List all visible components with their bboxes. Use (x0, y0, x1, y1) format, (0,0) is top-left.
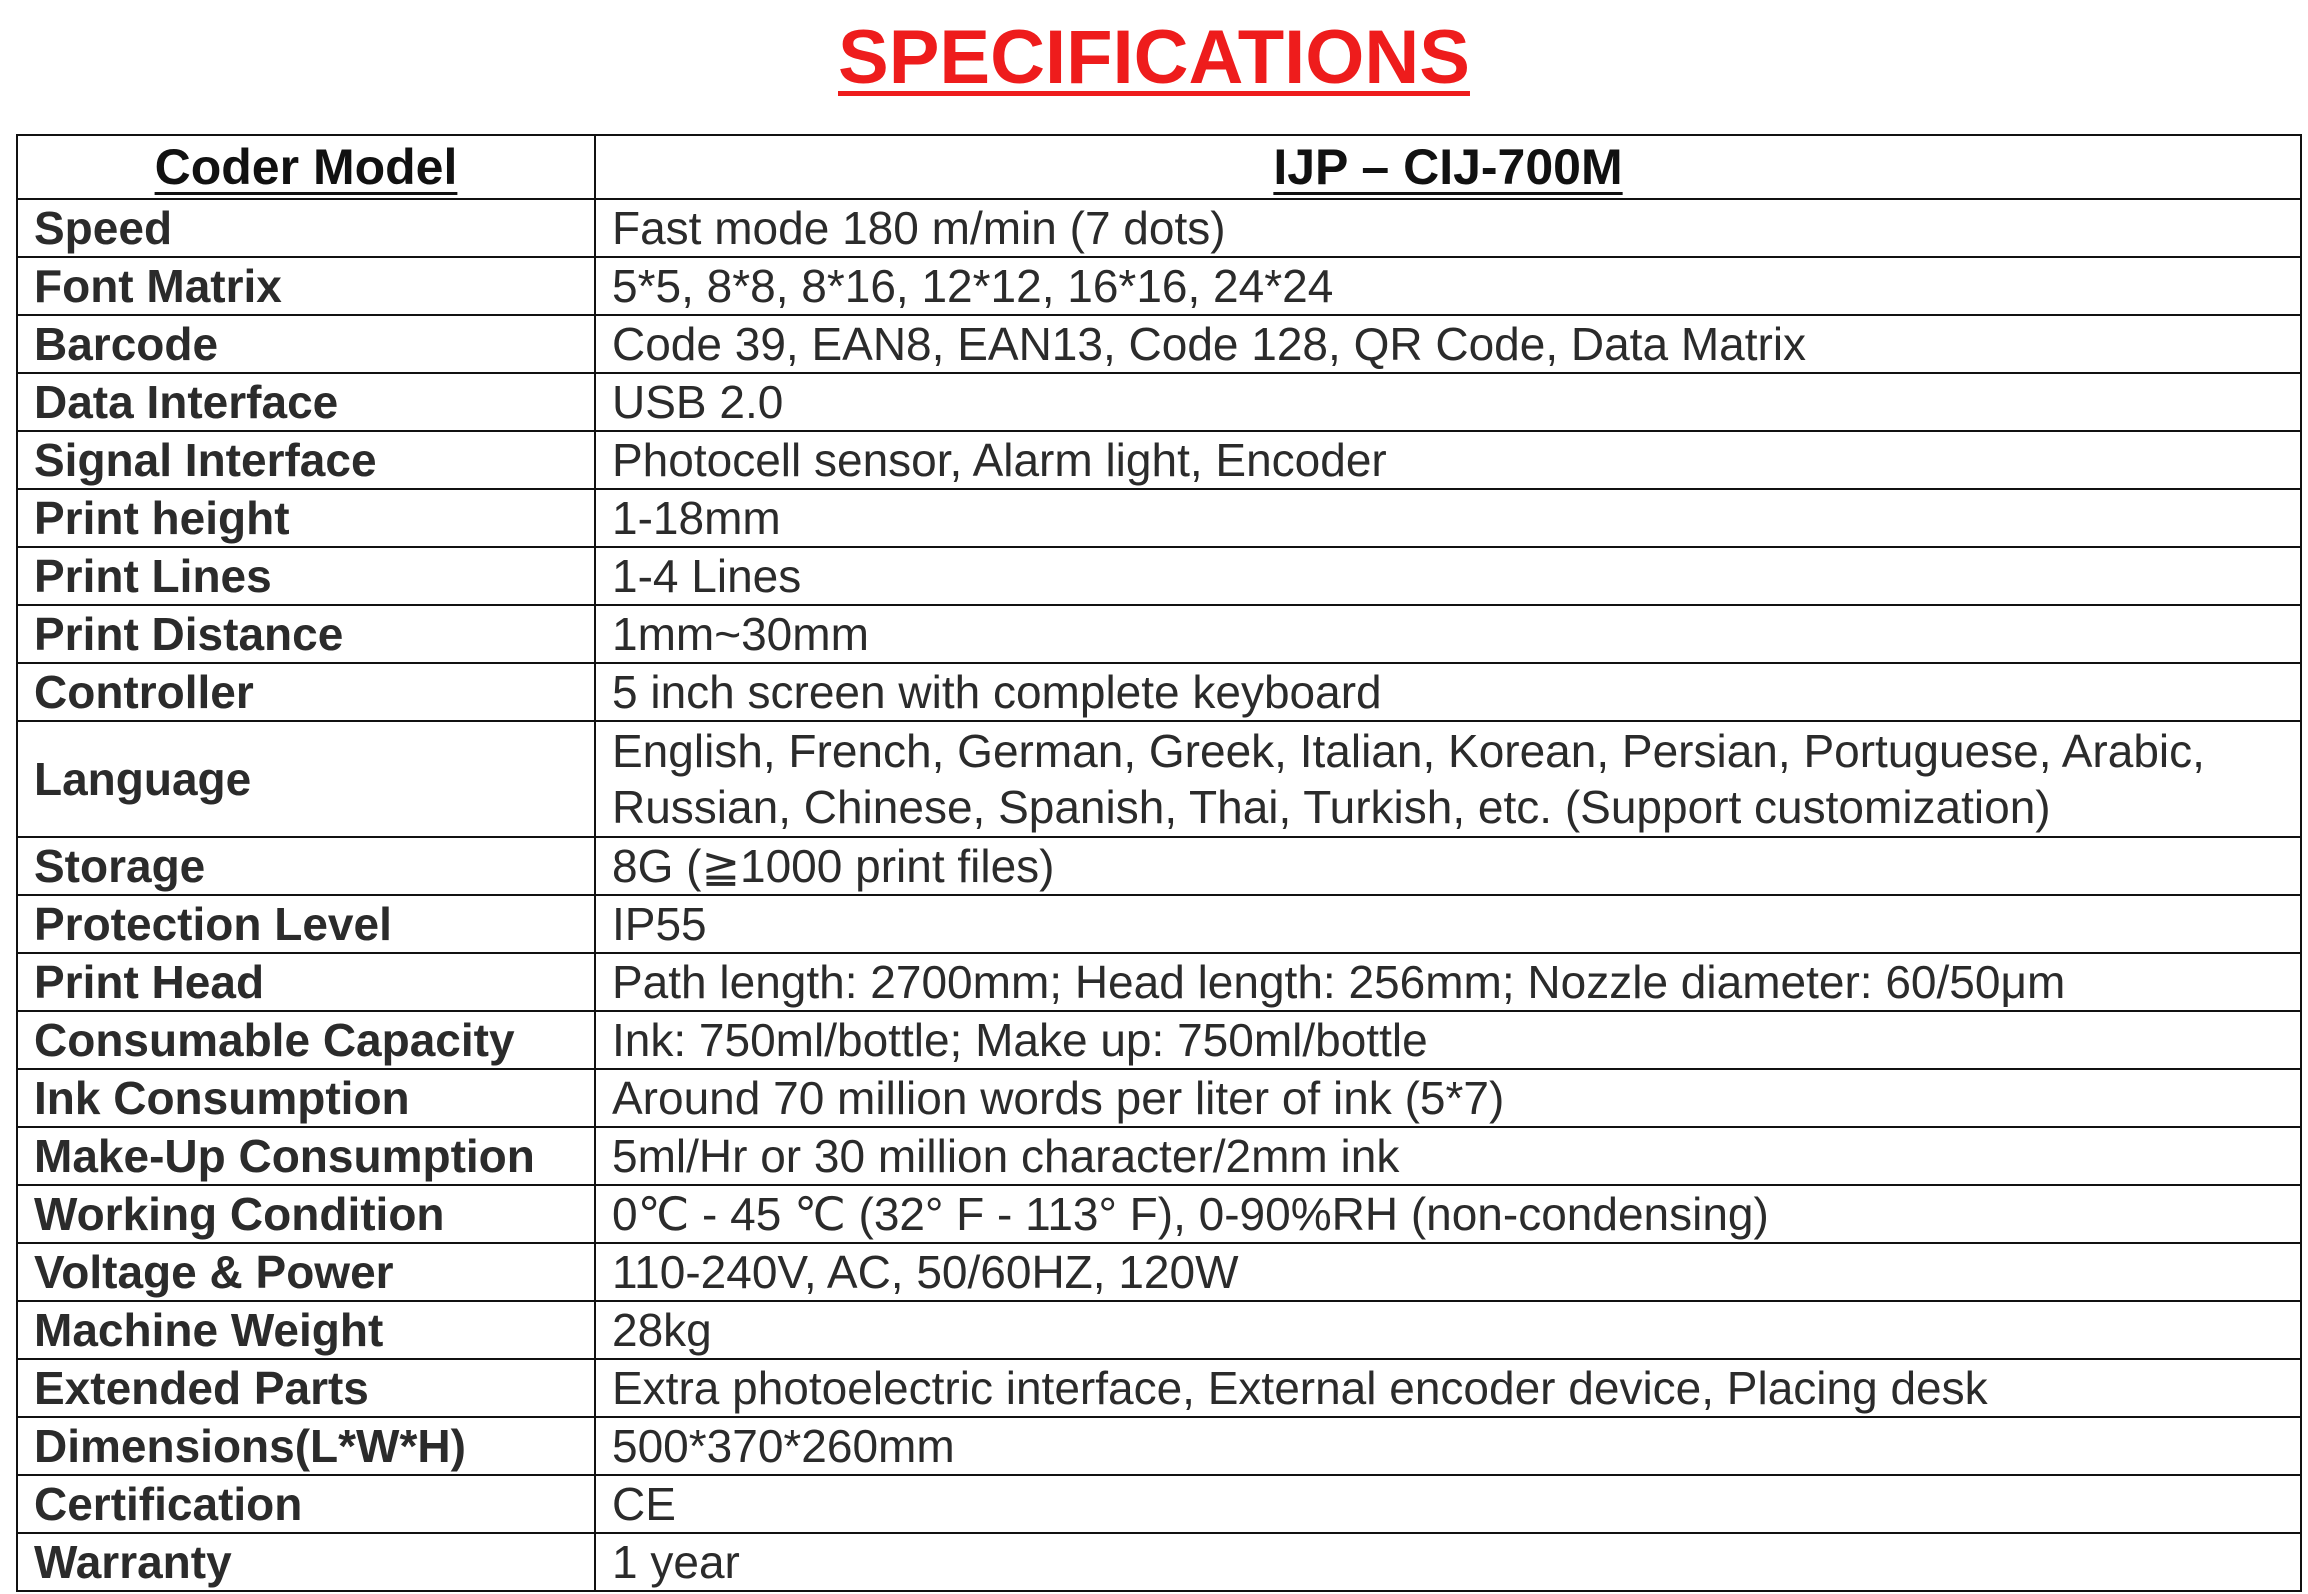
table-row (17, 431, 2301, 489)
spec-value: Ink: 750ml/bottle; Make up: 750ml/bottle (595, 1011, 2301, 1069)
spec-value: 1-18mm (595, 489, 2301, 547)
table-row (17, 547, 2301, 605)
spec-label: Warranty (17, 1533, 595, 1591)
spec-value: 5ml/Hr or 30 million character/2mm ink (595, 1127, 2301, 1185)
spec-label: Controller (17, 663, 595, 721)
spec-label: Print Distance (17, 605, 595, 663)
spec-label: Certification (17, 1475, 595, 1533)
spec-label: Ink Consumption (17, 1069, 595, 1127)
table-row (17, 1185, 2301, 1243)
spec-value: 5*5, 8*8, 8*16, 12*12, 16*16, 24*24 (595, 257, 2301, 315)
spec-value: IP55 (595, 895, 2301, 953)
table-row (17, 1475, 2301, 1533)
spec-value: USB 2.0 (595, 373, 2301, 431)
spec-label: Font Matrix (17, 257, 595, 315)
model-name-header: IJP – CIJ-700M (595, 135, 2301, 199)
spec-label: Voltage & Power (17, 1243, 595, 1301)
table-row (17, 1533, 2301, 1591)
table-row (17, 199, 2301, 257)
spec-value: English, French, German, Greek, Italian, Korean, Persian, Portuguese, Arabic, Russian, Chinese, Spanish, Thai, Turkish, etc. (Support customization) (595, 721, 2301, 837)
spec-label: Language (17, 721, 595, 837)
spec-value: CE (595, 1475, 2301, 1533)
spec-value: Path length: 2700mm; Head length: 256mm; Nozzle diameter: 60/50μm (595, 953, 2301, 1011)
spec-label: Extended Parts (17, 1359, 595, 1417)
spec-value: 500*370*260mm (595, 1417, 2301, 1475)
table-row (17, 837, 2301, 895)
spec-label: Print Head (17, 953, 595, 1011)
table-header-row (17, 135, 2301, 199)
table-row (17, 721, 2301, 837)
table-row (17, 1301, 2301, 1359)
table-row (17, 895, 2301, 953)
spec-label: Storage (17, 837, 595, 895)
table-row (17, 663, 2301, 721)
specifications-table (16, 134, 2302, 1592)
spec-label: Print Lines (17, 547, 595, 605)
spec-value: 5 inch screen with complete keyboard (595, 663, 2301, 721)
spec-label: Signal Interface (17, 431, 595, 489)
table-row (17, 315, 2301, 373)
spec-value: 110-240V, AC, 50/60HZ, 120W (595, 1243, 2301, 1301)
table-row (17, 489, 2301, 547)
coder-model-header: Coder Model (17, 135, 595, 199)
spec-value: 1 year (595, 1533, 2301, 1591)
spec-label: Make-Up Consumption (17, 1127, 595, 1185)
spec-label: Consumable Capacity (17, 1011, 595, 1069)
spec-label: Working Condition (17, 1185, 595, 1243)
table-row (17, 1417, 2301, 1475)
spec-value: Extra photoelectric interface, External encoder device, Placing desk (595, 1359, 2301, 1417)
spec-value: 28kg (595, 1301, 2301, 1359)
table-row (17, 1127, 2301, 1185)
table-row (17, 257, 2301, 315)
spec-value: 0℃ - 45 ℃ (32° F - 113° F), 0-90%RH (non-condensing) (595, 1185, 2301, 1243)
table-row (17, 1243, 2301, 1301)
table-row (17, 1011, 2301, 1069)
spec-value: 1-4 Lines (595, 547, 2301, 605)
spec-value: Photocell sensor, Alarm light, Encoder (595, 431, 2301, 489)
spec-label: Data Interface (17, 373, 595, 431)
table-row (17, 1359, 2301, 1417)
spec-value: Fast mode 180 m/min (7 dots) (595, 199, 2301, 257)
spec-value: Around 70 million words per liter of ink (5*7) (595, 1069, 2301, 1127)
table-row (17, 373, 2301, 431)
spec-value: 1mm~30mm (595, 605, 2301, 663)
table-row (17, 953, 2301, 1011)
spec-label: Print height (17, 489, 595, 547)
spec-label: Dimensions(L*W*H) (17, 1417, 595, 1475)
table-row (17, 1069, 2301, 1127)
spec-value: 8G (≧1000 print files) (595, 837, 2301, 895)
spec-value: Code 39, EAN8, EAN13, Code 128, QR Code, Data Matrix (595, 315, 2301, 373)
page-title: SPECIFICATIONS (838, 15, 1470, 100)
table-row (17, 605, 2301, 663)
spec-label: Protection Level (17, 895, 595, 953)
spec-label: Barcode (17, 315, 595, 373)
spec-label: Speed (17, 199, 595, 257)
spec-label: Machine Weight (17, 1301, 595, 1359)
